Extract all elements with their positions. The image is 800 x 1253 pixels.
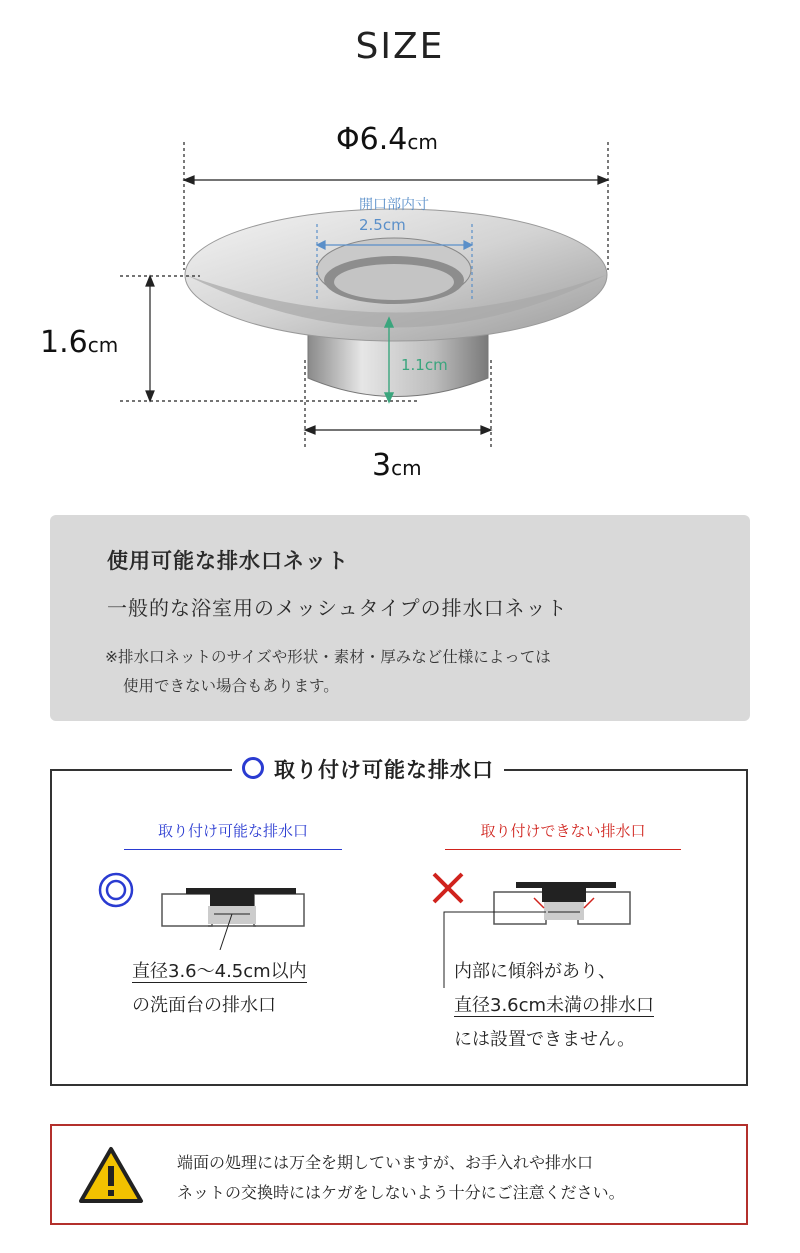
bottom-width-label: 3cm bbox=[372, 448, 422, 483]
ng-drain-label: 取り付けできない排水口 bbox=[445, 820, 681, 850]
opening-value: 2.5cm bbox=[359, 216, 406, 234]
double-circle-icon bbox=[100, 874, 132, 906]
inner-depth-label: 1.1cm bbox=[401, 356, 448, 374]
compatible-net-subheading: 一般的な浴室用のメッシュタイプの排水口ネット bbox=[107, 596, 568, 620]
ok-drain-diagram bbox=[96, 870, 316, 950]
compatible-net-panel bbox=[50, 515, 750, 721]
caution-box bbox=[50, 1124, 748, 1225]
cross-ng-icon bbox=[434, 874, 462, 902]
ok-drain-label: 取り付け可能な排水口 bbox=[124, 820, 342, 850]
product-diagram bbox=[0, 120, 800, 500]
circle-ok-icon bbox=[242, 757, 264, 779]
ok-drain-description: 直径3.6〜4.5cm以内 の洗面台の排水口 bbox=[132, 961, 307, 1016]
ng-drain-description: 内部に傾斜があり、 直径3.6cm未満の排水口 には設置できません。 bbox=[454, 961, 655, 1050]
diameter-label: Φ6.4cm bbox=[336, 122, 438, 157]
page-title: SIZE bbox=[355, 26, 445, 67]
compatible-net-note: ※排水口ネットのサイズや形状・素材・厚みなど仕様によっては 使用できない場合もあります。 bbox=[105, 648, 551, 695]
warning-triangle-icon bbox=[78, 1146, 144, 1204]
height-label: 1.6cm bbox=[40, 325, 119, 360]
compatible-net-heading: 使用可能な排水口ネット bbox=[107, 549, 349, 573]
installable-drain-title: 取り付け可能な排水口 bbox=[232, 754, 504, 784]
caution-text: 端面の処理には万全を期していますが、お手入れや排水口 ネットの交換時にはケガをしないよう十分にご注意ください。 bbox=[177, 1153, 625, 1202]
opening-caption: 開口部内寸 bbox=[359, 197, 429, 213]
